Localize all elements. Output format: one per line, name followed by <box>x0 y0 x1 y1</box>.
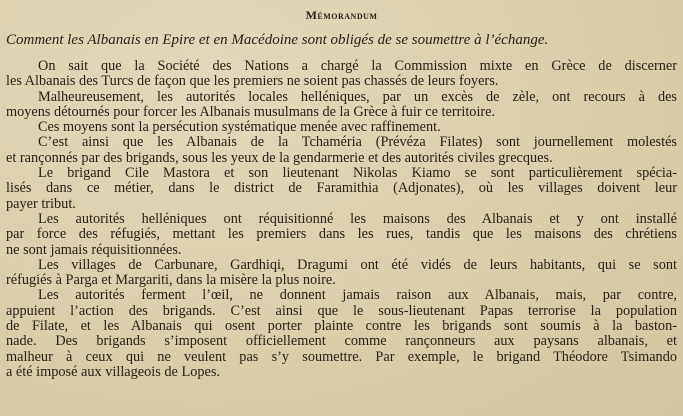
document-body <box>6 59 677 380</box>
paragraph-line: Ces moyens sont la persécution systématique menée avec raffinement. <box>38 119 441 136</box>
paragraph-line: Le brigand Cile Mastora et son lieutenant Nikolas Kiamo se sont particulièrement spécia- <box>38 165 677 182</box>
paragraph-line: les Albanais des Turcs de façon que les premiers ne soient pas chassés de leurs foyers. <box>6 73 499 90</box>
paragraph <box>6 212 677 258</box>
paragraph-line: payer tribut. <box>6 195 76 212</box>
paragraph-line: appuient l’action des brigands. C’est ainsi que le sous-lieutenant Papas terrorise la population <box>6 302 677 319</box>
paragraph-line: ne sont jamais réquisitionnées. <box>6 241 182 258</box>
paragraph-line: On sait que la Société des Nations a chargé la Commission mixte en Grèce de discerner <box>38 58 677 74</box>
paragraph <box>6 90 677 121</box>
paragraph-line: Malheureusement, les autorités locales helléniques, par un excès de zèle, ont recours à des <box>38 88 677 105</box>
paragraph-line: Les autorités helléniques ont réquisitionné les maisons des Albanais et y ont installé <box>38 210 677 227</box>
paragraph-line: Les autorités ferment l’œil, ne donnent jamais raison aux Albanais, mais, par contre, <box>38 287 677 304</box>
paragraph <box>6 166 677 212</box>
paragraph <box>6 120 677 135</box>
paragraph-line: lisés dans ce métier, dans le district de Faramithia (Adjonates), où les villages doivent leur <box>6 180 677 197</box>
paragraph-line: et rançonnés par des brigands, sous les yeux de la gendarmerie et des autorités civiles grecques. <box>6 149 553 166</box>
paragraph-line: de Filate, et les Albanais qui osent porter plainte contre les brigands sont soumis à la baston- <box>6 318 677 335</box>
paragraph-line: C’est ainsi que les Albanais de la Tchaméria (Prévéza Filates) sont journellement molestés <box>38 134 677 151</box>
document-subtitle: Comment les Albanais en Epire et en Macédoine sont obligés de se soumettre à l’échange. <box>6 32 549 48</box>
paragraph-line: moyens détournés pour forcer les Albanais musulmans de la Grèce à fuir ce territoire. <box>6 103 496 120</box>
document-title: Mémorandum <box>305 8 378 22</box>
paragraph-line: malheur à ceux qui ne veulent pas s’y soumettre. Par exemple, le brigand Théodore Tsimando <box>6 348 677 365</box>
paragraph-line: réfugiés à Parga et Margariti, dans la misère la plus noire. <box>6 272 336 289</box>
paragraph <box>6 59 677 90</box>
paragraph <box>6 135 677 166</box>
paragraph <box>6 288 677 380</box>
paragraph-line: a été imposé aux villageois de Lopes. <box>6 363 220 380</box>
paragraph-line: nade. Des brigands s’imposent officiellement comme rançonneurs aux paysans albanais, et <box>6 333 677 350</box>
paragraph-line: par force des réfugiés, mettant les premiers dans les rues, tandis que les maisons des chrétiens <box>6 226 677 243</box>
paragraph-line: Les villages de Carbunare, Gardhiqi, Dragumi ont été vidés de leurs habitants, qui se sont <box>38 256 677 273</box>
paragraph <box>6 258 677 289</box>
